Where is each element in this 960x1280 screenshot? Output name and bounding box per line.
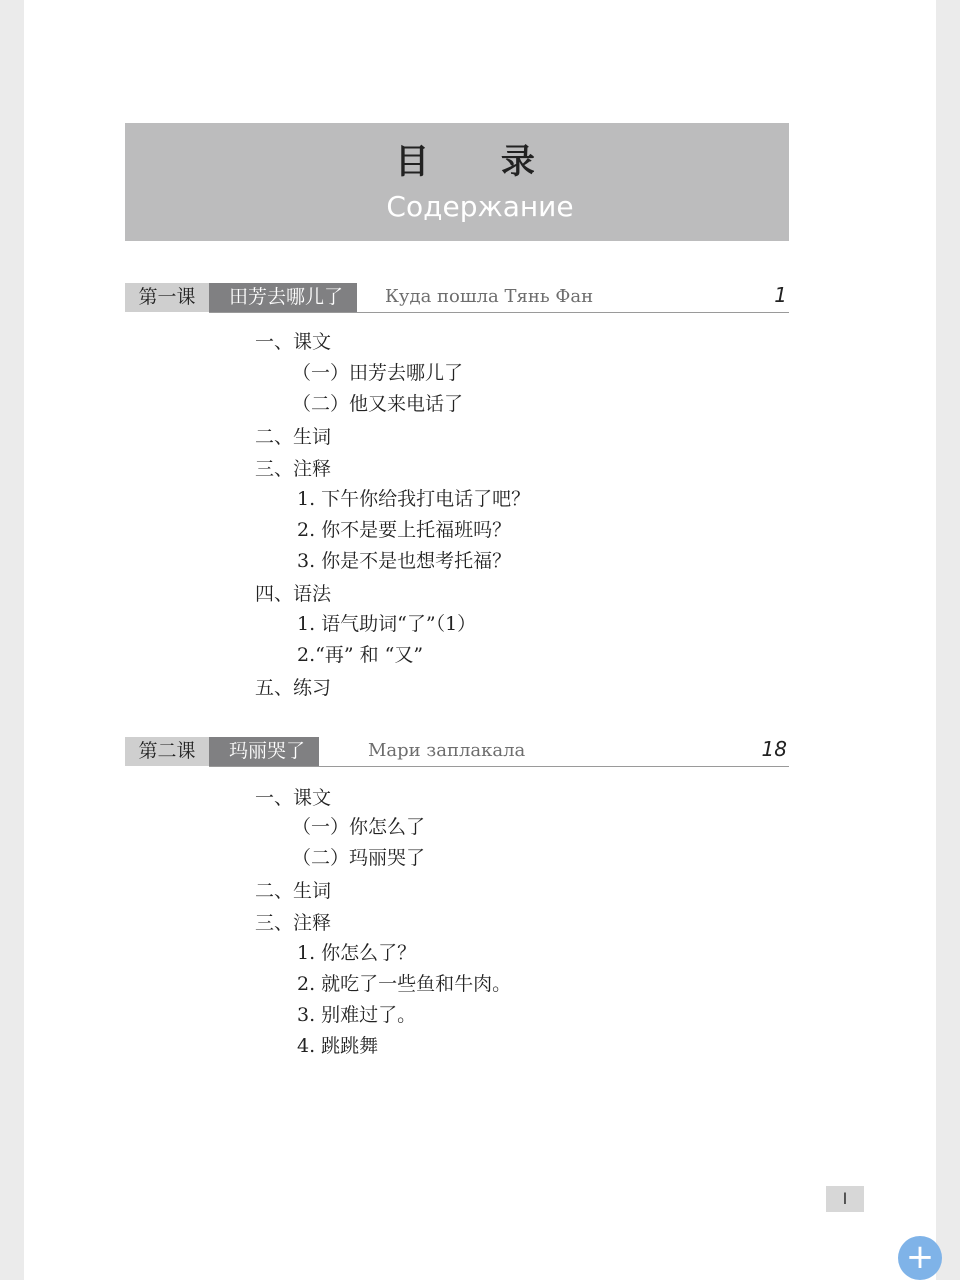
toc-note-1[interactable]: 1. 下午你给我打电话了吧？ bbox=[297, 488, 531, 510]
toc-note-1[interactable]: 1. 你怎么了？ bbox=[297, 942, 417, 964]
plus-icon[interactable]: + bbox=[898, 1236, 942, 1280]
lesson-2-title-cn: 玛丽哭了 bbox=[209, 737, 319, 766]
lesson-1-number: 第一课 bbox=[125, 283, 209, 312]
toc-note-2[interactable]: 2. 你不是要上托福班吗？ bbox=[297, 519, 512, 541]
lesson-1-title-ru: Куда пошла Тянь Фан bbox=[385, 286, 594, 307]
toc-note-3[interactable]: 3. 你是不是也想考托福？ bbox=[297, 550, 512, 572]
toc-subtitle: Содержание bbox=[386, 190, 574, 223]
toc-item-vocab[interactable]: 二、生词 bbox=[255, 880, 332, 902]
toc-note-4[interactable]: 4. 跳跳舞 bbox=[297, 1035, 379, 1057]
toc-item-text-a[interactable]: （一）田芳去哪儿了 bbox=[292, 362, 464, 384]
lesson-1-page: 1 bbox=[774, 283, 787, 307]
lesson-2-number: 第二课 bbox=[125, 737, 209, 766]
toc-item-text-a[interactable]: （一）你怎么了 bbox=[292, 816, 426, 838]
toc-item-text[interactable]: 一、课文 bbox=[255, 331, 332, 353]
lesson-2-title-ru: Мари заплакала bbox=[368, 740, 526, 761]
toc-item-text[interactable]: 一、课文 bbox=[255, 787, 332, 809]
toc-item-vocab[interactable]: 二、生词 bbox=[255, 426, 332, 448]
toc-item-notes[interactable]: 三、注释 bbox=[255, 458, 332, 480]
page-number: I bbox=[826, 1186, 864, 1212]
toc-item-text-b[interactable]: （二）他又来电话了 bbox=[292, 393, 464, 415]
toc-note-3[interactable]: 3. 别难过了。 bbox=[297, 1004, 417, 1026]
toc-item-notes[interactable]: 三、注释 bbox=[255, 912, 332, 934]
toc-item-grammar[interactable]: 四、语法 bbox=[255, 583, 332, 605]
lesson-2-page: 18 bbox=[761, 737, 787, 761]
toc-item-text-b[interactable]: （二）玛丽哭了 bbox=[292, 847, 426, 869]
toc-note-2[interactable]: 2. 就吃了一些鱼和牛肉。 bbox=[297, 973, 512, 995]
toc-grammar-2[interactable]: 2.“再” 和 “又” bbox=[297, 644, 424, 666]
toc-item-exercise[interactable]: 五、练习 bbox=[255, 677, 332, 699]
toc-grammar-1[interactable]: 1. 语气助词“了”（1） bbox=[297, 613, 477, 635]
lesson-1-title-cn: 田芳去哪儿了 bbox=[209, 283, 357, 312]
toc-title: 目 录 bbox=[395, 142, 565, 182]
